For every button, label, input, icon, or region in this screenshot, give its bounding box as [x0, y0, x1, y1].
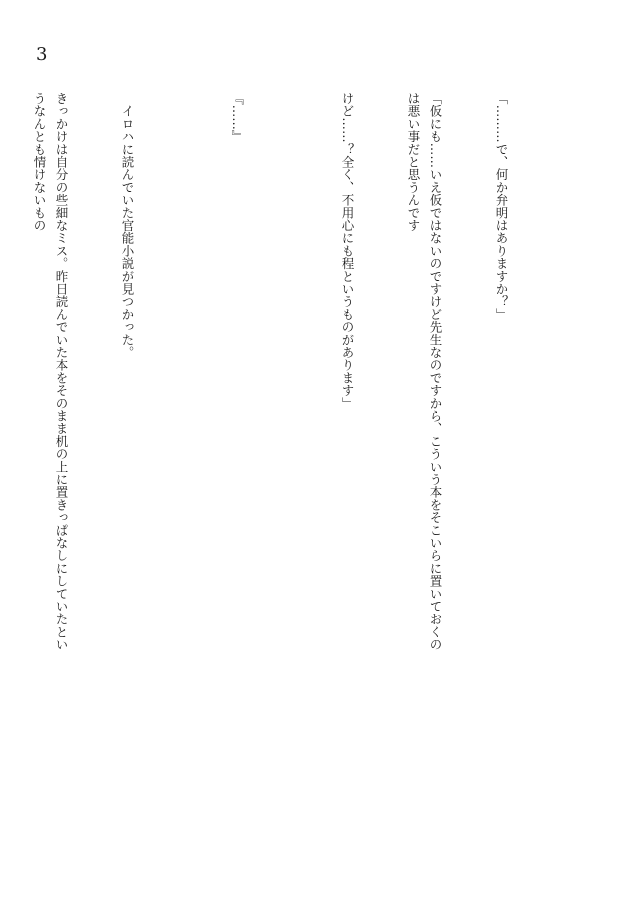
page-number: 3 [36, 44, 48, 65]
text-line: 「………で、何か弁明はありますか？」 [494, 92, 509, 321]
text-line: けど……？全く、不用心にも程というものがあります」 [340, 92, 355, 410]
text-line: きっかけは自分の些細なミス。昨日読んでいた本をそのまま机の上に置きっぱなしにしていたというなんとも情けないもの [32, 92, 69, 651]
body-text [32, 92, 556, 652]
text-line: イロハに読んでいた官能小説が見つかった。 [120, 92, 135, 359]
text-line: 『……』 [230, 92, 245, 143]
text-line: 「仮にも……いえ仮ではないのですけど先生なのですから、こういう本をそこいらに置いておくのは悪い事だと思うんです [406, 92, 443, 651]
